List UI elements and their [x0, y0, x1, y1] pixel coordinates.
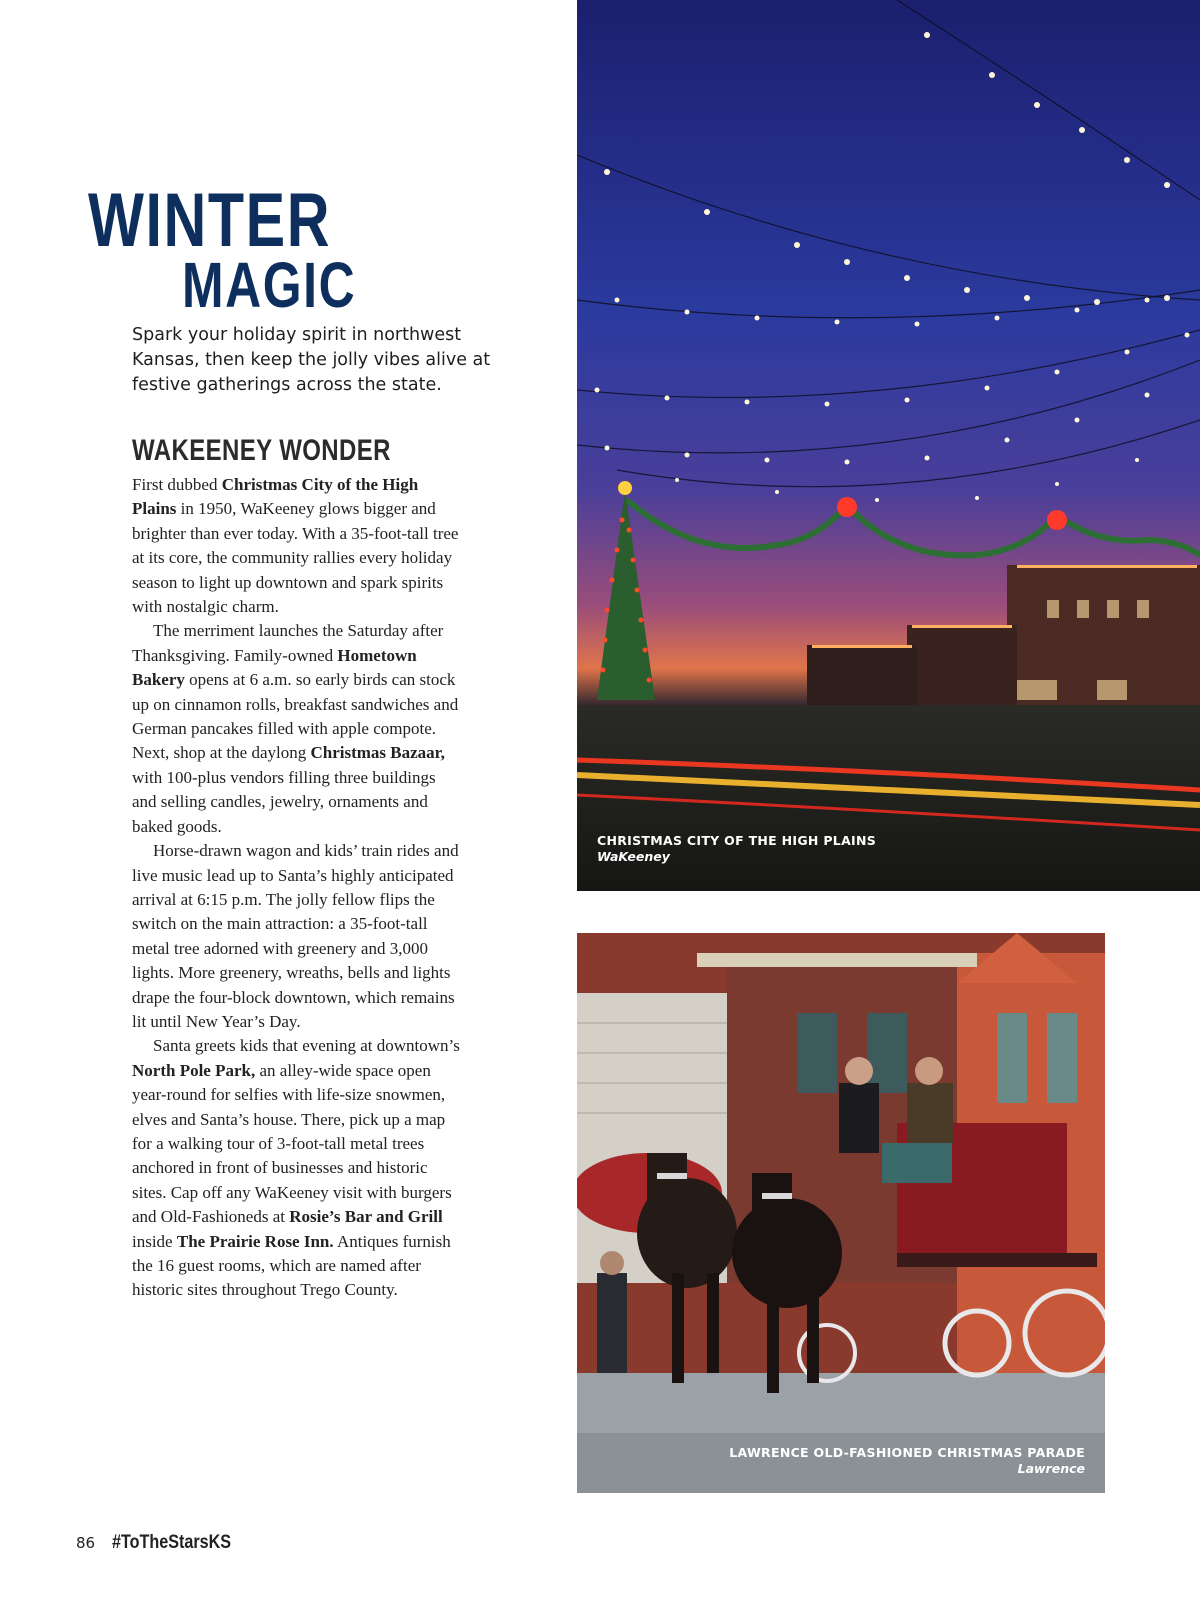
- text-run: an alley-wide space open year-round for selfies with life-size snowmen, elves and Santa’s house. There, pick up a map for a walking tour of 3-foot-tall metal trees anchored in front of businesses and historic sites. Cap off any WaKeeney visit with burgers and Old-Fashioneds at: [132, 1060, 452, 1227]
- text-run: Santa greets kids that evening at downtown’s: [153, 1036, 460, 1056]
- headline-line-2: MAGIC: [182, 249, 357, 321]
- deck-text: Spark your holiday spirit in northwest Kansas, then keep the jolly vibes alive at festive gatherings across the state.: [132, 325, 491, 395]
- bold-highlight: The Prairie Rose Inn.: [176, 1231, 334, 1251]
- section-heading: WAKEENEY WONDER: [132, 434, 391, 467]
- caption-location: Lawrence: [1017, 1461, 1085, 1476]
- text-run: The merriment launches the Saturday after Thanksgiving. Family-owned: [132, 621, 444, 665]
- body-paragraph: [132, 473, 462, 619]
- bold-highlight: Christmas City of the High Plains: [132, 475, 419, 519]
- bold-highlight: Christmas Bazaar,: [310, 743, 445, 763]
- photo-christmas-parade: [577, 933, 1105, 1493]
- text-run: First dubbed: [132, 475, 222, 494]
- photo-christmas-city: [577, 0, 1200, 891]
- body-paragraph: [132, 1034, 462, 1302]
- article-body: [132, 473, 462, 1303]
- caption-title: CHRISTMAS CITY OF THE HIGH PLAINS: [597, 833, 877, 848]
- photo-caption-2: [729, 1445, 1085, 1477]
- headline-line-1: WINTER: [88, 178, 332, 263]
- text-run: in 1950, WaKeeney glows bigger and brighter than ever today. With a 35-foot-tall tree at its core, the community rallies every holiday season to light up downtown and spark spirits with nostalgic charm.: [132, 499, 459, 617]
- caption-title: LAWRENCE OLD-FASHIONED CHRISTMAS PARADE: [729, 1445, 1085, 1460]
- bold-highlight: Rosie’s Bar and Grill: [289, 1207, 443, 1227]
- caption-location: WaKeeney: [597, 849, 670, 864]
- text-run: Antiques furnish the 16 guest rooms, which are named after historic sites throughout Trego County.: [132, 1231, 451, 1300]
- bold-highlight: North Pole Park,: [132, 1060, 256, 1080]
- text-run: inside: [132, 1231, 177, 1251]
- text-run: Horse-drawn wagon and kids’ train rides and live music lead up to Santa’s highly anticipated arrival at 6:15 p.m. The jolly fellow flips the switch on the main attraction: a 35-foot-tall metal tree adorned with greenery and 3,000 lights. More greenery, wreaths, bells and lights drape the four-block downtown, which remains lit until New Year’s Day.: [132, 841, 459, 1031]
- body-paragraph: [132, 839, 462, 1034]
- page-number: 86: [76, 1534, 96, 1552]
- bold-highlight: Hometown Bakery: [132, 645, 417, 690]
- body-paragraph: [132, 619, 462, 839]
- footer-hashtag: #ToTheStarsKS: [112, 1532, 232, 1553]
- text-run: with 100-plus vendors filling three buildings and selling candles, jewelry, ornaments and baked goods.: [132, 767, 436, 836]
- night-street-illustration: [577, 0, 1200, 891]
- photo-caption-1: [597, 833, 876, 865]
- text-run: opens at 6 a.m. so early birds can stock up on cinnamon rolls, breakfast sandwiches and German pancakes filled with apple compote. Next, shop at the daylong: [132, 670, 459, 763]
- parade-illustration: [577, 933, 1105, 1493]
